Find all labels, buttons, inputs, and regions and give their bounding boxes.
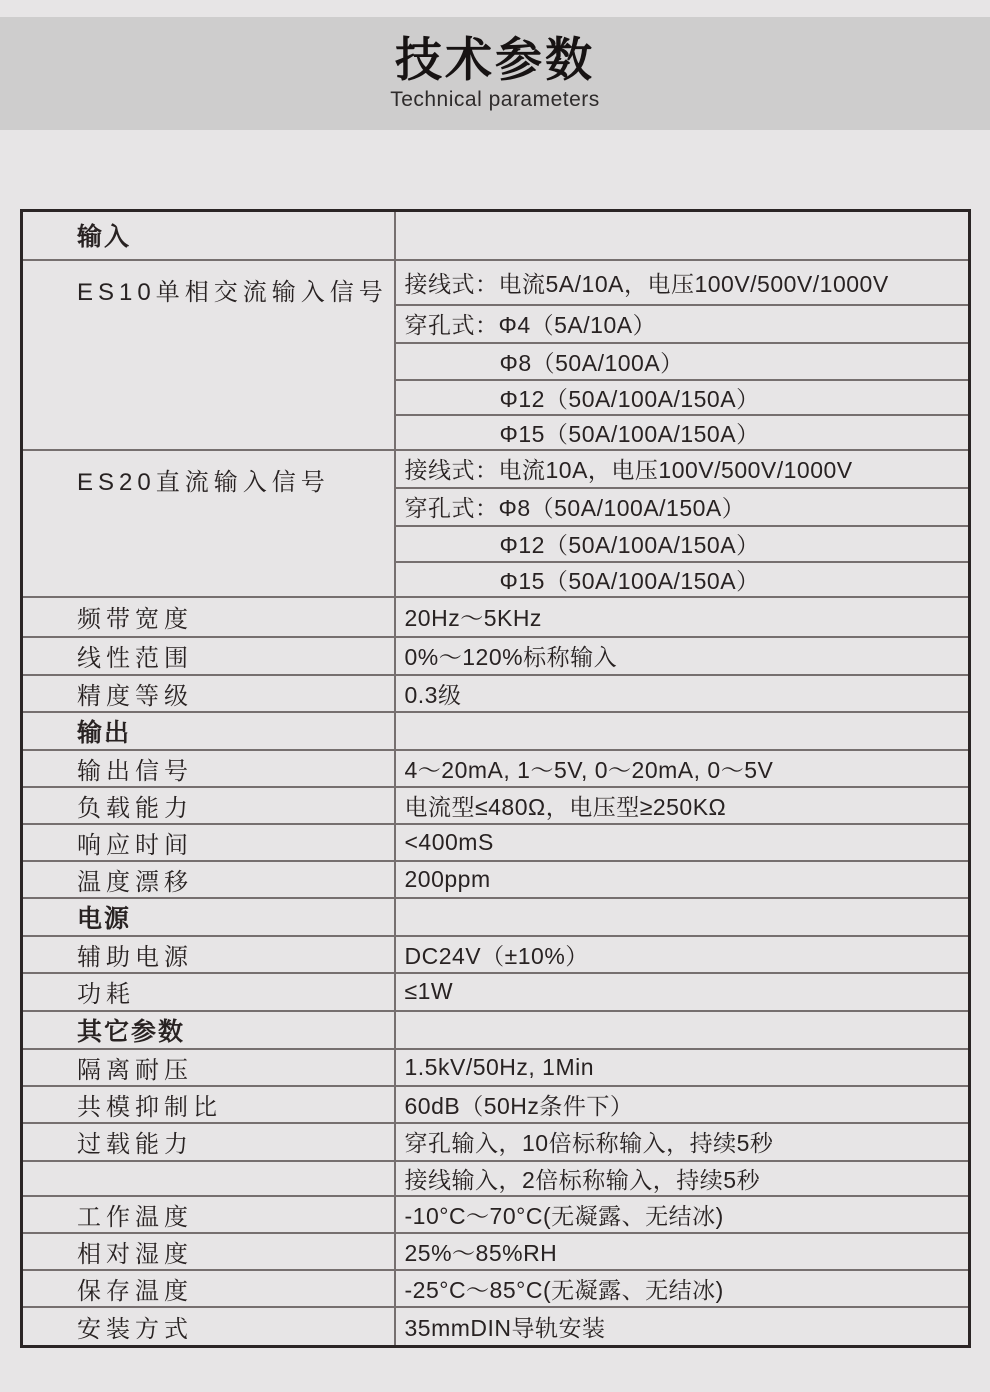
table-row [22, 1086, 970, 1123]
param-label-linear-range: 线性范围 [22, 637, 395, 675]
param-label-power-consumption: 功耗 [22, 973, 395, 1011]
empty-cell [395, 898, 970, 936]
param-value: ≤1W [395, 973, 970, 1011]
param-value: 接线式：电流10A，电压100V/500V/1000V [395, 450, 970, 488]
section-header-output: 输出 [22, 712, 395, 750]
param-value: 穿孔式：Φ8（50A/100A/150A） [395, 488, 970, 526]
param-value: 0%～120%标称输入 [395, 637, 970, 675]
param-value: Φ12（50A/100A/150A） [395, 380, 970, 415]
table-row [22, 824, 970, 861]
param-label-isolation-voltage: 隔离耐压 [22, 1049, 395, 1086]
technical-parameters-table [20, 209, 971, 1348]
param-value: Φ8（50A/100A） [395, 343, 970, 380]
param-value: -10°C～70°C(无凝露、无结冰) [395, 1196, 970, 1233]
param-value: DC24V（±10%） [395, 936, 970, 973]
table-row [22, 1011, 970, 1049]
table-row [22, 260, 970, 305]
param-label-storage-temperature: 保存温度 [22, 1270, 395, 1307]
top-strip [0, 0, 990, 17]
param-value: Φ12（50A/100A/150A） [395, 526, 970, 562]
table-row [22, 936, 970, 973]
param-label-cmrr: 共模抑制比 [22, 1086, 395, 1123]
table-row [22, 1123, 970, 1161]
param-value: 1.5kV/50Hz, 1Min [395, 1049, 970, 1086]
param-value: 穿孔输入，10倍标称输入，持续5秒 [395, 1123, 970, 1161]
page-title: 技术参数 [395, 33, 595, 87]
param-label-aux-power: 辅助电源 [22, 936, 395, 973]
param-value: <400mS [395, 824, 970, 861]
param-label-overload-capacity: 过载能力 [22, 1123, 395, 1161]
table-row [22, 1196, 970, 1233]
table-row [22, 973, 970, 1011]
param-label-bandwidth: 频带宽度 [22, 597, 395, 637]
table-row [22, 597, 970, 637]
param-value: 25%～85%RH [395, 1233, 970, 1270]
section-header-other: 其它参数 [22, 1011, 395, 1049]
param-value: 接线输入，2倍标称输入，持续5秒 [395, 1161, 970, 1196]
page-subtitle: Technical parameters [390, 87, 600, 111]
param-label-load-capacity: 负载能力 [22, 787, 395, 824]
param-label-response-time: 响应时间 [22, 824, 395, 861]
table-row [22, 898, 970, 936]
param-value: 200ppm [395, 861, 970, 898]
table-row [22, 1270, 970, 1307]
table-row [22, 450, 970, 488]
param-label-temperature-drift: 温度漂移 [22, 861, 395, 898]
table-row [22, 787, 970, 824]
table-row [22, 1307, 970, 1347]
param-value: 穿孔式：Φ4（5A/10A） [395, 305, 970, 343]
param-value: Φ15（50A/100A/150A） [395, 415, 970, 450]
param-value: Φ15（50A/100A/150A） [395, 562, 970, 597]
param-value: 接线式：电流5A/10A，电压100V/500V/1000V [395, 260, 970, 305]
title-banner [0, 17, 990, 130]
empty-cell [395, 712, 970, 750]
section-header-input: 输入 [22, 211, 395, 260]
table-row [22, 861, 970, 898]
table-row [22, 211, 970, 260]
param-label-relative-humidity: 相对湿度 [22, 1233, 395, 1270]
table-row [22, 750, 970, 787]
param-label-mounting: 安装方式 [22, 1307, 395, 1347]
param-value: -25°C～85°C(无凝露、无结冰) [395, 1270, 970, 1307]
table-row [22, 675, 970, 712]
param-label-es20-dc-input: ES20直流输入信号 [22, 450, 395, 597]
param-value: 4～20mA, 1～5V, 0～20mA, 0～5V [395, 750, 970, 787]
param-label-es10-ac-input: ES10单相交流输入信号 [22, 260, 395, 450]
param-value: 电流型≤480Ω，电压型≥250KΩ [395, 787, 970, 824]
param-value: 20Hz～5KHz [395, 597, 970, 637]
param-value: 35mmDIN导轨安装 [395, 1307, 970, 1347]
table-row [22, 637, 970, 675]
table-row [22, 712, 970, 750]
empty-cell [395, 211, 970, 260]
param-label-accuracy-class: 精度等级 [22, 675, 395, 712]
table-row [22, 1161, 970, 1196]
table-row [22, 1049, 970, 1086]
param-label-operating-temperature: 工作温度 [22, 1196, 395, 1233]
param-label-empty [22, 1161, 395, 1196]
param-value: 0.3级 [395, 675, 970, 712]
param-label-output-signal: 输出信号 [22, 750, 395, 787]
table-row [22, 1233, 970, 1270]
section-header-power: 电源 [22, 898, 395, 936]
empty-cell [395, 1011, 970, 1049]
param-value: 60dB（50Hz条件下） [395, 1086, 970, 1123]
